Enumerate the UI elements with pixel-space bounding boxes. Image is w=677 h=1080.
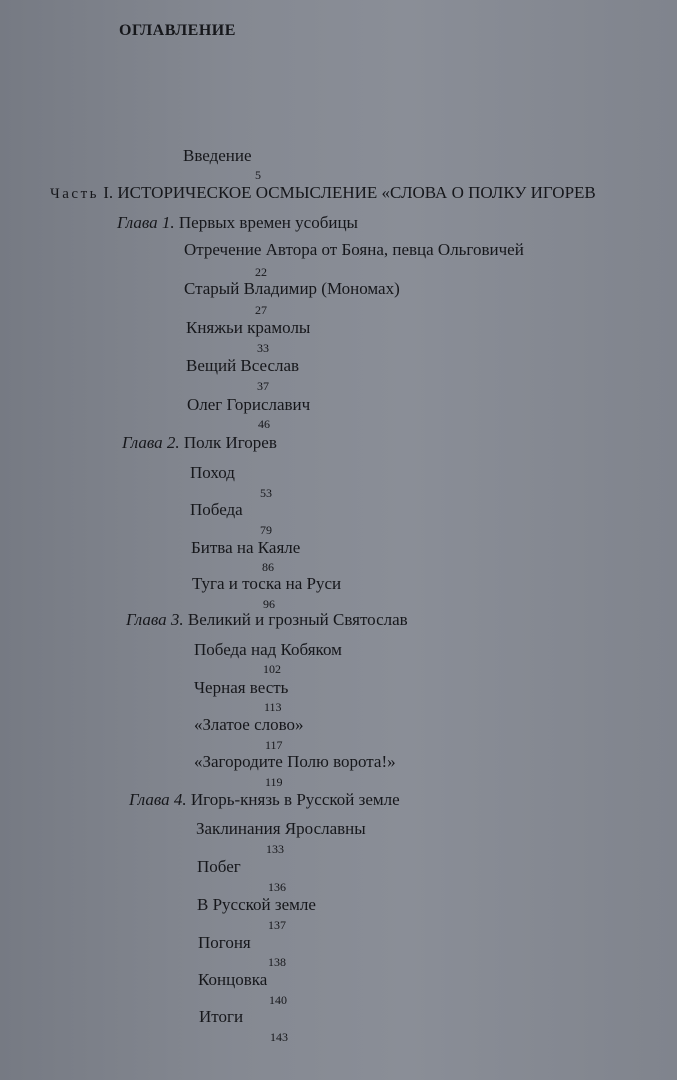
toc-entry-page: 27 — [255, 303, 267, 317]
toc-entry-page: 46 — [258, 417, 270, 431]
chapter-heading — [126, 610, 408, 630]
chapter-heading — [129, 790, 400, 810]
toc-entry-page: 102 — [263, 662, 281, 676]
chapter-title: Игорь-князь в Русской земле — [190, 790, 400, 809]
toc-entry-page: 86 — [262, 560, 274, 574]
toc-entry-label: Княжьи крамолы — [186, 318, 311, 337]
toc-entry-label: Вещий Всеслав — [186, 356, 300, 375]
chapter-label: Глава 1. — [117, 213, 175, 232]
toc-entry-page: 143 — [270, 1030, 288, 1044]
toc-entry-label: Победа над Кобяком — [194, 640, 342, 659]
chapter-title: Полк Игорев — [183, 433, 277, 452]
toc-entry-page: 140 — [269, 993, 287, 1007]
toc-entry-label: Отречение Автора от Бояна, певца Ольговичей — [184, 240, 524, 259]
toc-entry-page: 33 — [257, 341, 269, 355]
toc-entry-page: 37 — [257, 379, 269, 393]
part-prefix: Часть — [50, 186, 99, 202]
chapter-label: Глава 4. — [129, 790, 187, 809]
toc-entry-page: 133 — [266, 842, 284, 856]
toc-entry-label: Погоня — [198, 933, 251, 952]
toc-entry-page: 96 — [263, 597, 275, 611]
intro-label: Введение — [183, 146, 252, 165]
toc-entry-label: «Загородите Полю ворота!» — [194, 752, 396, 771]
page-title: ОГЛАВЛЕНИЕ — [119, 22, 236, 39]
part-title: ИСТОРИЧЕСКОЕ ОСМЫСЛЕНИЕ «СЛОВА О ПОЛКУ ИГОРЕВ — [117, 183, 596, 202]
toc-entry-label: Олег Гориславич — [187, 395, 311, 414]
toc-entry-page: 137 — [268, 918, 286, 932]
chapter-heading — [122, 433, 277, 453]
chapter-label: Глава 2. — [122, 433, 180, 452]
toc-entry-label: Поход — [190, 463, 235, 482]
toc-entry-page: 53 — [260, 486, 272, 500]
toc-entry-page: 113 — [264, 700, 282, 714]
toc-entry-page: 138 — [268, 955, 286, 969]
toc-entry-label: В Русской земле — [197, 895, 316, 914]
toc-entry-page: 117 — [265, 738, 283, 752]
toc-entry-label: Битва на Каяле — [191, 538, 301, 557]
chapter-label: Глава 3. — [126, 610, 184, 629]
chapter-heading — [117, 213, 358, 233]
intro-page: 5 — [255, 168, 261, 182]
toc-entry-label: Заклинания Ярославны — [196, 819, 366, 838]
toc-entry-label: Итоги — [199, 1007, 244, 1026]
toc-entry-label: Победа — [190, 500, 243, 519]
toc-entry-label: Старый Владимир (Мономах) — [184, 279, 400, 298]
toc-entry-label: Концовка — [198, 970, 268, 989]
chapter-title: Первых времен усобицы — [178, 213, 358, 232]
chapter-title: Великий и грозный Святослав — [187, 610, 408, 629]
toc-entry-page: 119 — [265, 775, 283, 789]
toc-entry-page: 22 — [255, 265, 267, 279]
part-numeral: I. — [103, 183, 114, 202]
toc-entry-label: Туга и тоска на Руси — [192, 574, 342, 593]
toc-entry-label: «Златое слово» — [194, 715, 304, 734]
toc-entry-page: 79 — [260, 523, 272, 537]
toc-entry-page: 136 — [268, 880, 286, 894]
part-heading — [50, 183, 596, 203]
toc-entry-label: Побег — [197, 857, 241, 876]
toc-entry-label: Черная весть — [194, 678, 289, 697]
